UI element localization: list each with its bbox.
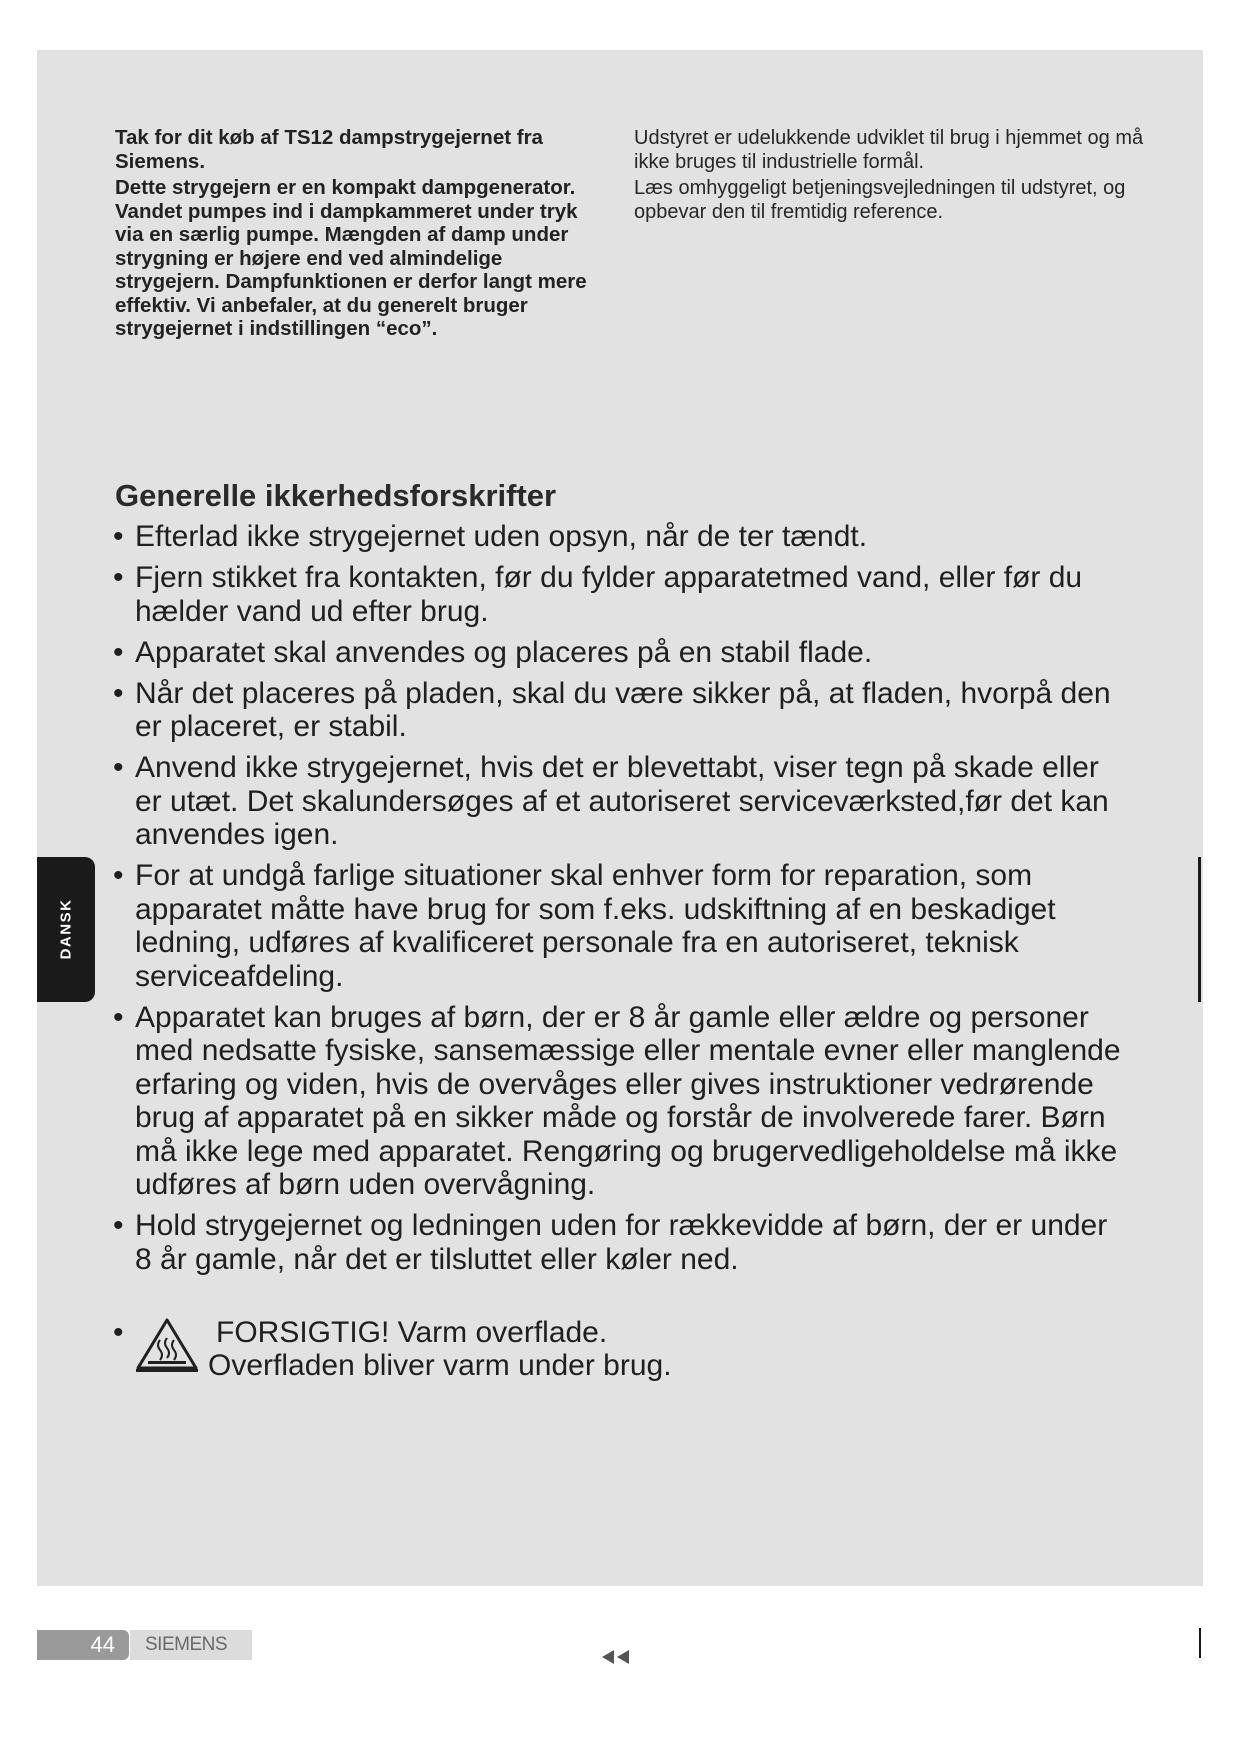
language-tab <box>37 857 95 1002</box>
bullet-icon: • <box>113 1316 124 1349</box>
safety-item: • Efterlad ikke strygejernet uden opsyn, når de ter tændt. <box>113 520 868 553</box>
intro-read-manual-note: Læs omhyggeligt betjeningsvejledningen til udstyret, og opbevar den til fremtidig reference. <box>634 177 1126 223</box>
page-edge-marker <box>1198 857 1201 1002</box>
safety-item: • Apparatet kan bruges af børn, der er 8 år gamle eller ældre og personer med nedsatte fysiske, sansemæssige eller mentale evner eller manglende erfaring og viden, hvis de overvåges eller gives instruktioner vedrørende brug af apparatet på en sikker måde og forstår de involverede farer. Børn må ikke lege med apparatet. Rengøring og brugervedligeholdelse må ikke udføres af børn uden overvågning. <box>113 1000 1121 1201</box>
intro-left-column <box>115 126 595 344</box>
rewind-icon[interactable] <box>600 1648 634 1666</box>
bullet-icon: • <box>113 1000 124 1034</box>
language-tab-label: DANSK <box>57 898 75 960</box>
bullet-icon: • <box>113 635 124 669</box>
bullet-icon: • <box>113 561 124 594</box>
safety-section-title: Generelle ikkerhedsforskrifter <box>115 478 557 513</box>
bullet-icon: • <box>113 676 124 710</box>
safety-item: • Fjern stikket fra kontakten, før du fylder apparatetmed vand, eller før du hælder vand ud efter brug. <box>113 561 1083 628</box>
safety-item: • Når det placeres på pladen, skal du være sikker på, at fladen, hvorpå den er placeret, er stabil. <box>113 676 1111 743</box>
safety-item: • For at undgå farlige situationer skal enhver form for reparation, som apparatet måtte have brug for som f.eks. udskiftning af en beskadiget ledning, udføres af kvalificeret personale fra en autoriseret, teknisk serviceafdeling. <box>113 859 1056 993</box>
safety-item: • Anvend ikke strygejernet, hvis det er blevettabt, viser tegn på skade eller er utæt. Det skalundersøges af et autoriseret serviceværksted,før det kan anvendes igen. <box>113 751 1109 851</box>
hot-surface-warning <box>110 1316 1010 1386</box>
bullet-icon: • <box>113 859 124 892</box>
intro-right-column <box>634 126 1154 226</box>
footer-edge-marker <box>1199 1628 1201 1658</box>
safety-item: • Apparatet skal anvendes og placeres på en stabil flade. <box>113 635 873 669</box>
hot-surface-warning-icon <box>134 1316 200 1374</box>
warning-text: Overfladen bliver varm under brug. <box>208 1349 672 1382</box>
safety-item: • Hold strygejernet og ledningen uden for rækkevidde af børn, der er under 8 år gamle, når det er tilsluttet eller køler ned. <box>113 1209 1108 1276</box>
intro-usage-note: Udstyret er udelukkende udviklet til brug i hjemmet og må ikke bruges til industrielle formål. <box>634 127 1144 173</box>
bullet-icon: • <box>113 751 124 784</box>
footer-brand: SIEMENS <box>130 1630 252 1660</box>
warning-title: FORSIGTIG! Varm overflade. <box>216 1316 608 1349</box>
bullet-icon: • <box>113 1209 124 1242</box>
safety-list <box>110 520 1130 1284</box>
page-number: 44 <box>37 1630 129 1660</box>
intro-thanks: Tak for dit køb af TS12 dampstrygejernet fra Siemens. <box>115 126 543 173</box>
intro-description: Dette strygejern er en kompakt dampgenerator. Vandet pumpes ind i dampkammeret under tryk via en særlig pumpe. Mængden af damp under strygning er højere end ved almindelige strygejern. Dampfunktionen er derfor langt mere effektiv. Vi anbefaler, at du generelt bruger strygejernet i indstillingen “eco”. <box>115 176 587 340</box>
bullet-icon: • <box>113 520 124 553</box>
